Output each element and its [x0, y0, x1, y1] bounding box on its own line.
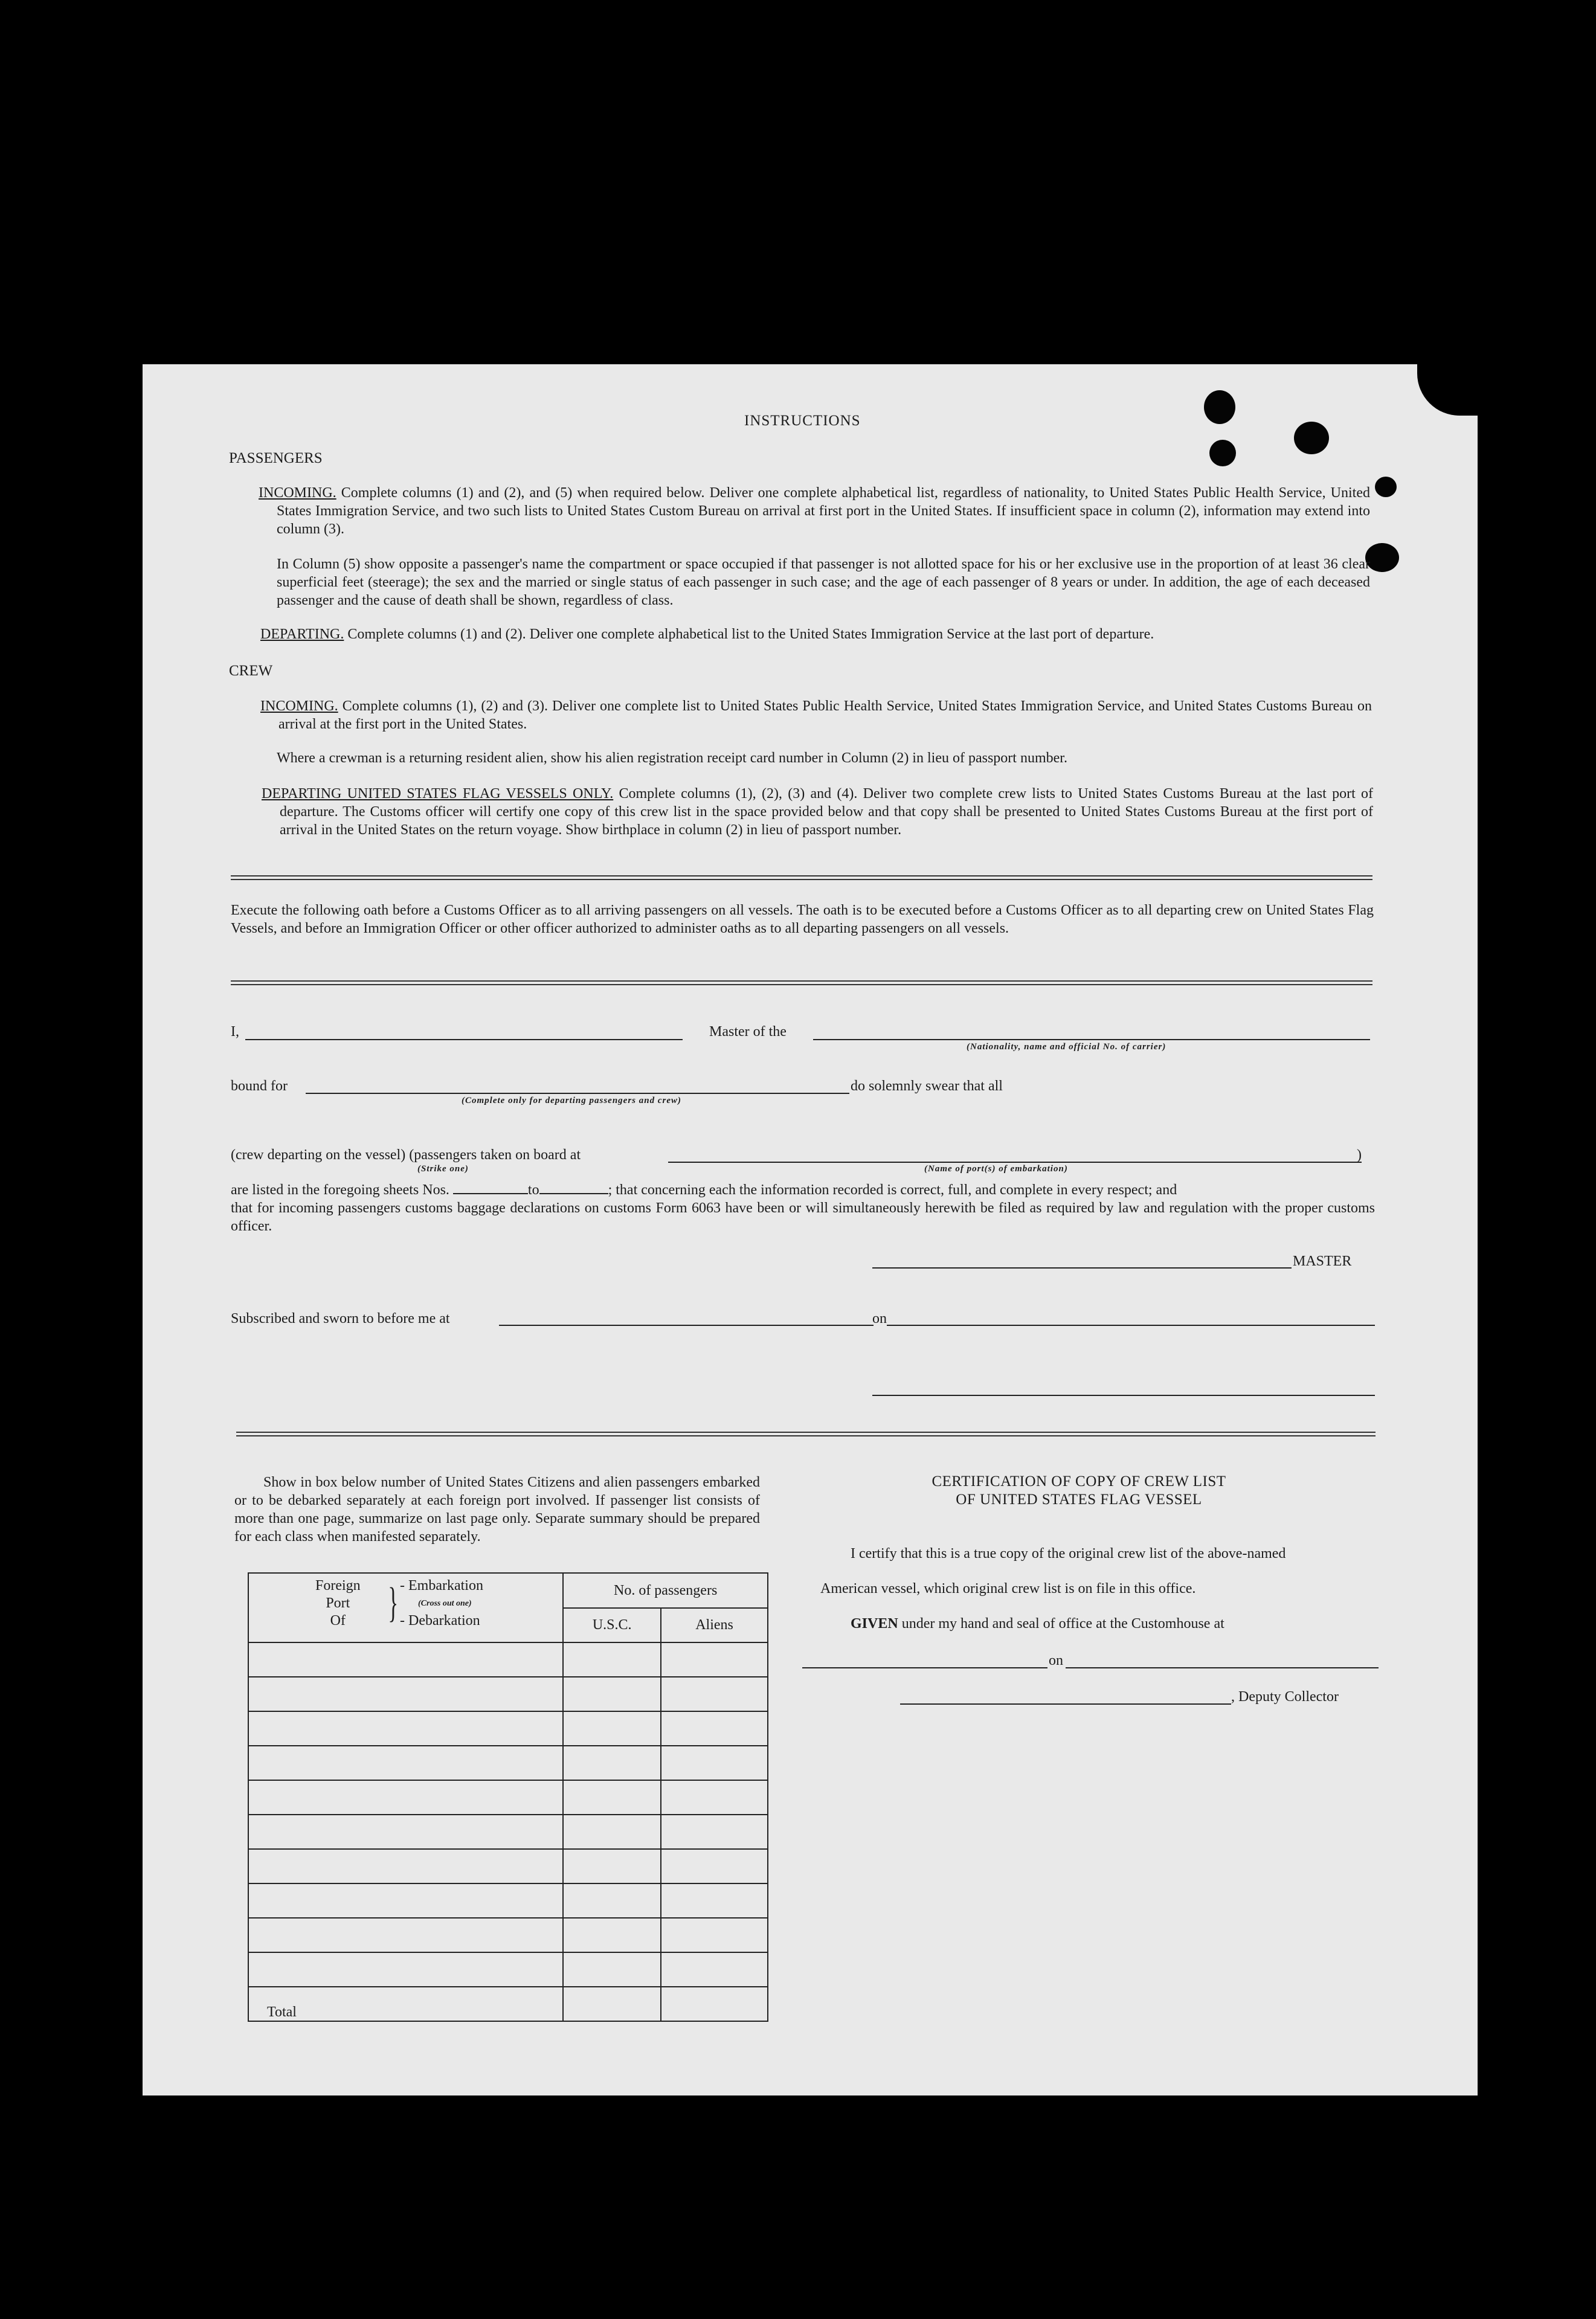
bound-for-label: bound for	[231, 1078, 288, 1094]
double-rule	[231, 980, 1372, 985]
usc-cell[interactable]	[563, 1883, 661, 1918]
sworn-date-line	[887, 1325, 1375, 1326]
total-label: Total	[248, 1987, 563, 2021]
master-signature-line	[872, 1267, 1292, 1269]
sworn-on-label: on	[872, 1311, 887, 1327]
aliens-cell[interactable]	[661, 1642, 768, 1677]
port-cell[interactable]	[248, 1642, 563, 1677]
listed-line-1	[231, 1181, 1375, 1199]
total-row	[248, 1987, 768, 2021]
master-name-line	[245, 1039, 683, 1040]
aliens-cell[interactable]	[661, 1711, 768, 1746]
cert-date-line	[1066, 1667, 1379, 1668]
double-rule	[231, 875, 1372, 880]
ink-spot	[1204, 390, 1235, 424]
nationality-caption: (Nationality, name and official No. of carrier)	[967, 1042, 1166, 1052]
summary-text	[234, 1473, 760, 1546]
listed-suffix: ; that concerning each the information recorded is correct, full, and complete in every respect; and	[608, 1182, 1177, 1198]
i-label: I,	[231, 1024, 239, 1040]
aliens-cell[interactable]	[661, 1918, 768, 1952]
embarkation-option: - Embarkation	[400, 1578, 483, 1594]
table-row	[248, 1883, 768, 1918]
oath-intro: Execute the following oath before a Customs Officer as to all arriving passengers on all vessels. The oath is to be executed before a Customs Officer as to all departing crew on United States Flag Vessels, and before an Immigration Officer or other officer authorized to administer oaths as to all departing passengers on all vessels.	[231, 902, 1374, 936]
certification-title-line1: CERTIFICATION OF COPY OF CREW LIST	[932, 1473, 1226, 1490]
aliens-cell[interactable]	[661, 1746, 768, 1780]
solemnly-label: do solemnly swear that all	[851, 1078, 1003, 1094]
ink-spot	[1294, 422, 1329, 454]
strike-one-caption: (Strike one)	[417, 1164, 469, 1174]
summary-body: Show in box below number of United States Citizens and alien passengers embarked or to be debarked separately at each foreign port involved. If passenger list consists of more than one page, summarize on last page only. Separate summary should be prepared for each class when manifested separately.	[234, 1475, 760, 1545]
departing-flag-label: DEPARTING UNITED STATES FLAG VESSELS ONLY.	[262, 786, 614, 802]
foreign-port-header	[248, 1573, 563, 1642]
sheet-to-field[interactable]	[539, 1181, 608, 1194]
passenger-summary-table	[248, 1572, 768, 2022]
port-cell[interactable]	[248, 1677, 563, 1711]
passengers-heading: PASSENGERS	[229, 450, 323, 466]
usc-cell[interactable]	[563, 1711, 661, 1746]
crew-incoming-label: INCOMING.	[260, 698, 338, 714]
crewman-paragraph: Where a crewman is a returning resident alien, show his alien registration receipt card number in Column (2) in lieu of passport number.	[277, 750, 1067, 766]
port-cell[interactable]	[248, 1883, 563, 1918]
sheet-from-field[interactable]	[453, 1181, 528, 1194]
passengers-departing-paragraph	[260, 625, 1372, 643]
port-cell[interactable]	[248, 1780, 563, 1815]
port-cell[interactable]	[248, 1952, 563, 1987]
port-cell[interactable]	[248, 1849, 563, 1883]
deputy-signature-line	[900, 1703, 1231, 1705]
ink-spot	[1209, 440, 1236, 466]
departing-flag-text: Complete columns (1), (2), (3) and (4). Deliver two complete crew lists to United States Customs Bureau at the last port of departure. The Customs officer will certify one copy of this crew list in the space provided below and that copy shall be presented to United States Customs Bureau at the first port of arrival in the United States on the return voyage. Show birthplace in column (2) in lieu of passport number.	[280, 786, 1373, 838]
table-row	[248, 1746, 768, 1780]
to-label: to	[527, 1182, 539, 1198]
embarkation-port-line	[668, 1162, 1362, 1163]
of-word: Of	[330, 1613, 346, 1629]
usc-cell[interactable]	[563, 1780, 661, 1815]
usc-cell[interactable]	[563, 1918, 661, 1952]
aliens-cell[interactable]	[661, 1677, 768, 1711]
usc-cell[interactable]	[563, 1815, 661, 1849]
port-cell[interactable]	[248, 1815, 563, 1849]
departing-text: Complete columns (1) and (2). Deliver one complete alphabetical list to the United States Immigration Service at the last port of departure.	[347, 626, 1154, 642]
double-rule	[236, 1432, 1376, 1436]
no-of-passengers-header: No. of passengers	[563, 1573, 768, 1608]
port-cell[interactable]	[248, 1918, 563, 1952]
port-cell[interactable]	[248, 1746, 563, 1780]
bound-for-line	[306, 1093, 849, 1094]
departing-label: DEPARTING.	[260, 626, 344, 642]
port-word: Port	[326, 1595, 350, 1611]
ink-spot	[1375, 477, 1397, 497]
table-row	[248, 1677, 768, 1711]
aliens-cell[interactable]	[661, 1780, 768, 1815]
usc-header: U.S.C.	[563, 1608, 661, 1642]
cert-on-label: on	[1049, 1653, 1063, 1668]
usc-cell[interactable]	[563, 1746, 661, 1780]
column5-paragraph: In Column (5) show opposite a passenger's name the compartment or space occupied if that passenger is not allotted space for his or her exclusive use in the proportion of at least 36 clear superficial feet (steerage); the sex and the married or single status of each passenger in such case; and the age of each passenger of 8 years or under. In addition, the age of each deceased passenger and the cause of death shall be shown, regardless of class.	[277, 556, 1370, 608]
given-rest: under my hand and seal of office at the Customhouse at	[901, 1616, 1224, 1632]
officer-signature-line	[872, 1395, 1375, 1396]
brace: }	[388, 1580, 399, 1626]
aliens-total-cell[interactable]	[661, 1987, 768, 2021]
incoming-text: Complete columns (1) and (2), and (5) when required below. Deliver one complete alphabetical list, regardless of nationality, to United States Public Health Service, United States Immigration Service, and two such lists to United States Custom Bureau on arrival at first port in the United States. If insufficient space in column (2), information may extend into column (3).	[277, 485, 1370, 537]
table-row	[248, 1711, 768, 1746]
table-row	[248, 1815, 768, 1849]
sworn-place-line	[499, 1325, 874, 1326]
aliens-cell[interactable]	[661, 1849, 768, 1883]
departing-flag-paragraph	[262, 785, 1373, 839]
complete-only-caption: (Complete only for departing passengers and crew)	[462, 1096, 681, 1105]
incoming-label: INCOMING.	[259, 485, 336, 501]
customhouse-line	[802, 1667, 1047, 1668]
listed-prefix: are listed in the foregoing sheets Nos.	[231, 1182, 449, 1198]
table-row	[248, 1849, 768, 1883]
table-row	[248, 1952, 768, 1987]
form-page	[143, 364, 1478, 2095]
master-of-label: Master of the	[709, 1024, 787, 1040]
aliens-cell[interactable]	[661, 1952, 768, 1987]
subscribed-label: Subscribed and sworn to before me at	[231, 1311, 450, 1327]
certify-line-2: American vessel, which original crew list is on file in this office.	[820, 1581, 1196, 1597]
passengers-incoming-paragraph	[259, 484, 1370, 538]
close-paren: )	[1357, 1147, 1362, 1163]
foreign-word: Foreign	[315, 1578, 361, 1594]
master-label: MASTER	[1293, 1253, 1352, 1269]
crew-passengers-label: (crew departing on the vessel) (passengers taken on board at	[231, 1147, 581, 1163]
certify-line-1: I certify that this is a true copy of the original crew list of the above-named	[851, 1546, 1286, 1562]
ports-caption: (Name of port(s) of embarkation)	[924, 1164, 1068, 1174]
deputy-collector-label: , Deputy Collector	[1231, 1689, 1339, 1705]
table-row	[248, 1780, 768, 1815]
aliens-header: Aliens	[661, 1608, 768, 1642]
carrier-line	[813, 1039, 1370, 1040]
port-cell[interactable]	[248, 1711, 563, 1746]
aliens-cell[interactable]	[661, 1883, 768, 1918]
crew-incoming-text: Complete columns (1), (2) and (3). Deliver one complete list to United States Public Health Service, United States Immigration Service, and United States Customs Bureau on arrival at the first port in the United States.	[278, 698, 1372, 732]
crew-incoming-paragraph	[260, 697, 1372, 733]
debarkation-option: - Debarkation	[400, 1613, 480, 1629]
given-line	[851, 1615, 1224, 1633]
given-label: GIVEN	[851, 1616, 898, 1632]
cross-out-caption: (Cross out one)	[418, 1599, 472, 1608]
torn-corner	[1417, 361, 1484, 416]
instructions-title: INSTRUCTIONS	[744, 413, 861, 429]
usc-cell[interactable]	[563, 1677, 661, 1711]
table-row	[248, 1642, 768, 1677]
usc-cell[interactable]	[563, 1849, 661, 1883]
table-row	[248, 1918, 768, 1952]
certification-title	[867, 1473, 1290, 1509]
usc-total-cell[interactable]	[563, 1987, 661, 2021]
aliens-cell[interactable]	[661, 1815, 768, 1849]
usc-cell[interactable]	[563, 1642, 661, 1677]
certification-title-line2: OF UNITED STATES FLAG VESSEL	[956, 1491, 1202, 1508]
listed-rest: that for incoming passengers customs baggage declarations on customs Form 6063 have been or will simultaneously herewith be filed as required by law and regulation with the proper customs officer.	[231, 1200, 1375, 1234]
crew-heading: CREW	[229, 663, 273, 679]
ink-spot	[1365, 543, 1399, 572]
usc-cell[interactable]	[563, 1952, 661, 1987]
